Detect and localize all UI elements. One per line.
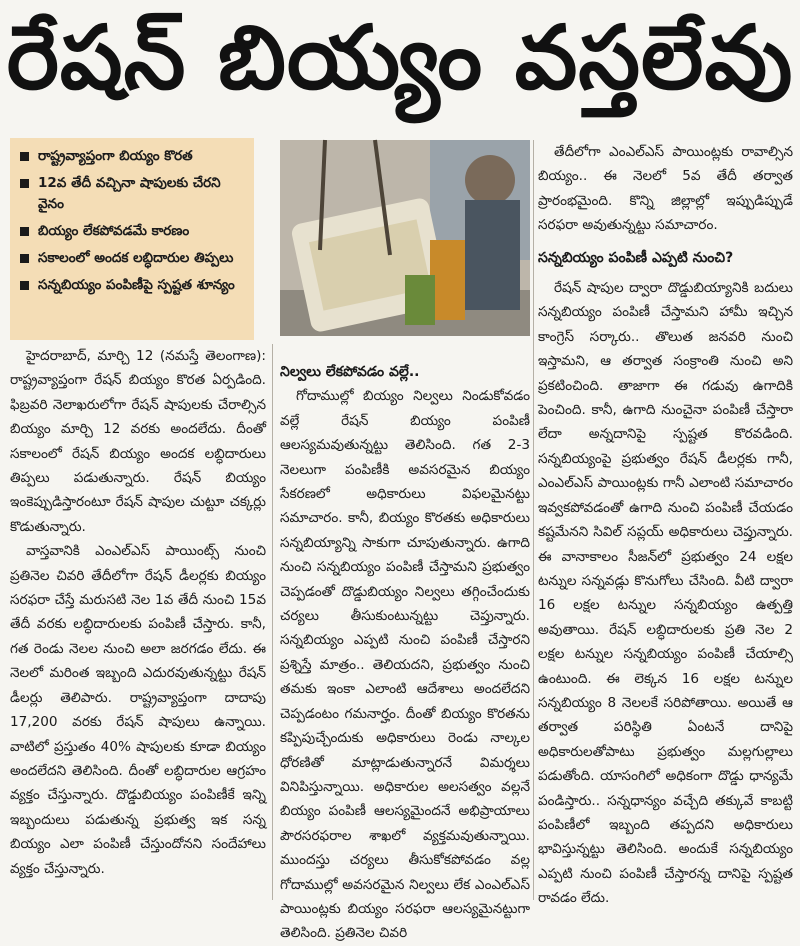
square-bullet-icon: [20, 254, 29, 263]
highlights-box: [10, 138, 254, 340]
square-bullet-icon: [20, 152, 29, 161]
article-column-2: [280, 360, 530, 942]
highlight-text: బియ్యం లేకపోవడమే కారణం: [38, 223, 190, 239]
headline: రేషన్ బియ్యం వస్తలేవు: [6, 5, 794, 109]
highlight-text: సకాలంలో అందక లబ్ధిదారుల తిప్పలు: [38, 250, 234, 266]
subheading-fine-rice: సన్నబియ్యం పంపిణీ ఎప్పటి నుంచి?: [538, 249, 734, 266]
highlight-item: [18, 173, 246, 215]
highlights-list: [18, 146, 246, 296]
article-column-3: [538, 140, 793, 907]
highlight-item: [18, 146, 246, 167]
highlight-text: 12వ తేదీ వచ్చినా షాపులకు చేరని వైనం: [38, 175, 221, 212]
article-paragraph: హైదరాబాద్, మార్చి 12 (నమస్తే తెలంగాణ): రాష్ట్రవ్యాప్తంగా రేషన్ బియ్యం కొరత ఏర్పడింది. ఫిబ్రవరి నెలాఖరులోగా రేషన్ షాపులకు చేరాల్సిన బియ్యం మార్చి 12 వరకు అందలేదు. దీంతో సకాలంలో రేషన్ బియ్యం అందక లబ్ధిదారులు తిప్పలు పడుతున్నారు. రేషన్ బియ్యం ఇంకెప్పుడిస్తారంటూ రేషన్ షాపుల చుట్టూ చక్కర్లు కొడుతున్నారు.: [10, 348, 266, 535]
square-bullet-icon: [20, 281, 29, 290]
highlight-item: [18, 221, 246, 242]
highlight-text: రాష్ట్రవ్యాప్తంగా బియ్యం కొరత: [38, 148, 193, 164]
rice-sack-photo-illustration: [280, 140, 530, 336]
news-photo: [280, 140, 530, 336]
article-paragraph: తేదీలోగా ఎంఎల్ఎస్ పాయింట్లకు రావాల్సిన బియ్యం.. ఈ నెలలో 5వ తేదీ తర్వాత ప్రారంభమైంది. కొన్ని జిల్లాల్లో ఇప్పుడిప్పుడే సరఫరా అవుతున్నట్టు సమాచారం.: [538, 144, 793, 234]
highlight-item: [18, 248, 246, 269]
article-paragraph: వాస్తవానికి ఎంఎల్ఎస్ పాయింట్స్ నుంచి ప్రతినెల చివరి తేదీలోగా రేషన్ డీలర్లకు బియ్యం సరఫరా చేస్తే మరుసటి నెల 1వ తేదీ నుంచి 15వ తేదీ వరకు లబ్ధిదారులకు పంపిణీ చేస్తారు. కానీ, గత రెండు నెలల నుంచి అలా జరగడం లేదు. ఈ నెలలో మరింత ఇబ్బంది ఎదురవుతున్నట్టు రేషన్ డీలర్లు తెలిపారు. రాష్ట్రవ్యాప్తంగా దాదాపు 17,200 వరకు రేషన్ షాపులు ఉన్నాయి. వాటిలో ప్రస్తుతం 40% షాపులకు కూడా బియ్యం అందలేదని తెలిసింది. దీంతో లబ్ధిదారుల ఆగ్రహం వ్యక్తం చేస్తున్నారు. దొడ్డుబియ్యం పంపిణీకే ఇన్ని ఇబ్బందులు పడుతున్న ప్రభుత్వ ఇక సన్న బియ్యం ఎలా పంపిణీ చేస్తుందోనని సందేహాలు వ్యక్తం చేస్తున్నారు.: [10, 543, 266, 877]
highlight-text: సన్నబియ్యం పంపిణీపై స్పష్టత శూన్యం: [38, 277, 235, 293]
highlight-item: [18, 275, 246, 296]
column-rule: [533, 140, 534, 900]
article-column-1: [10, 344, 266, 900]
article-paragraph: రేషన్ షాపుల ద్వారా దొడ్డుబియ్యానికి బదులు సన్నబియ్యం పంపిణీ చేస్తామని హామీ ఇచ్చిన కాంగ్రెస్ సర్కారు.. తొలుత జనవరి నుంచి ఇస్తామని, ఆ తర్వాత సంక్రాంతి నుంచి అని ప్రకటించింది. తాజాగా ఈ గడువు ఉగాదికి పెంచింది. కానీ, ఉగాది నుంచైనా పంపిణీ చేస్తారా లేదా అన్నదానిపై స్పష్టత కొరవడింది. సన్నబియ్యంపై ప్రభుత్వం రేషన్ డీలర్లకు గానీ, ఎంఎల్ఎస్ పాయింట్లకు గానీ ఎలాంటి సమాచారం ఇవ్వకపోవడంతో ఉగాది నుంచి పంపిణీ చేయడం కష్టమేనని సివిల్ సప్లయ్ అధికారులు చెప్తున్నారు. ఈ వానాకాలం సీజన్‌లో ప్రభుత్వం 24 లక్షల టన్నుల సన్నవడ్లు కొనుగోలు చేసింది. వీటి ద్వారా 16 లక్షల టన్నుల సన్నబియ్యం ఉత్పత్తి అవుతాయి. రేషన్ లబ్ధిదారులకు ప్రతి నెల 2 లక్షల టన్నుల సన్నబియ్యం పంపిణీ చేయాల్సి ఉంటుంది. ఈ లెక్కన 16 లక్షల టన్నుల సన్నబియ్యం 8 నెలలకే సరిపోతాయి. అయితే ఆ తర్వాత పరిస్థితి ఏంటనే దానిపై అధికారులతోపాటు ప్రభుత్వం మల్లగుల్లాలు పడుతోంది. యాసంగిలో అధికంగా దొడ్డు ధాన్యమే పండిస్తారు.. సన్నధాన్యం వచ్చేది తక్కువే కాబట్టి పంపిణీలో ఇబ్బంది తప్పదని అధికారులు భావిస్తున్నట్టు తెలిసింది. అందుకే సన్నబియ్యం ఎప్పటి నుంచి పంపిణీ చేస్తారన్న దానిపై స్పష్టత రావడం లేదు.: [538, 280, 793, 907]
article-paragraph: గోదాముల్లో బియ్యం నిల్వలు నిండుకోవడం వల్లే రేషన్ బియ్యం పంపిణీ ఆలస్యమవుతున్నట్టు తెలిసింది. గత 2-3 నెలలుగా పంపిణీకి అవసరమైన బియ్యం సేకరణలో అధికారులు విఫలమైనట్టు సమాచారం. కానీ, బియ్యం కొరతకు అధికారులు సన్నబియ్యాన్ని సాకుగా చూపుతున్నారు. ఉగాది నుంచి సన్నబియ్యం పంపిణీ చేస్తామని ప్రభుత్వం చెప్పడంతో దొడ్డుబియ్యం నిల్వలు తగ్గించేందుకు చర్యలు తీసుకుంటున్నట్టు చెప్తున్నారు. సన్నబియ్యం ఎప్పటి నుంచి పంపిణీ చేస్తారని ప్రశ్నిస్తే మాత్రం.. తెలియదని, ప్రభుత్వం నుంచి తమకు ఇంకా ఎలాంటి ఆదేశాలు అందలేదని చెప్పడంటం గమనార్హం. దీంతో బియ్యం కొరతను కప్పిపుచ్చేందుకు అధికారులు రెండు నాల్కల ధోరణితో మాట్లాడుతున్నారనే విమర్శలు వినిపిస్తున్నాయి. అధికారుల అలసత్వం వల్లనే బియ్యం పంపిణీ ఆలస్యమైందనే అభిప్రాయాలు పౌరసరఫరాల శాఖలో వ్యక్తమవుతున్నాయి. ముందస్తు చర్యలు తీసుకోకపోవడం వల్ల గోదాముల్లో అవసరమైన నిల్వలు లేక ఎంఎల్ఎస్ పాయింట్లకు బియ్యం సరఫరా ఆలస్యమైనట్టుగా తెలిసింది. ప్రతినెల చివరి: [280, 388, 530, 942]
square-bullet-icon: [20, 179, 29, 188]
subheading-stock-shortage: నిల్వలు లేకపోవడం వల్లే..: [280, 364, 420, 380]
square-bullet-icon: [20, 227, 29, 236]
column-rule: [272, 344, 273, 900]
